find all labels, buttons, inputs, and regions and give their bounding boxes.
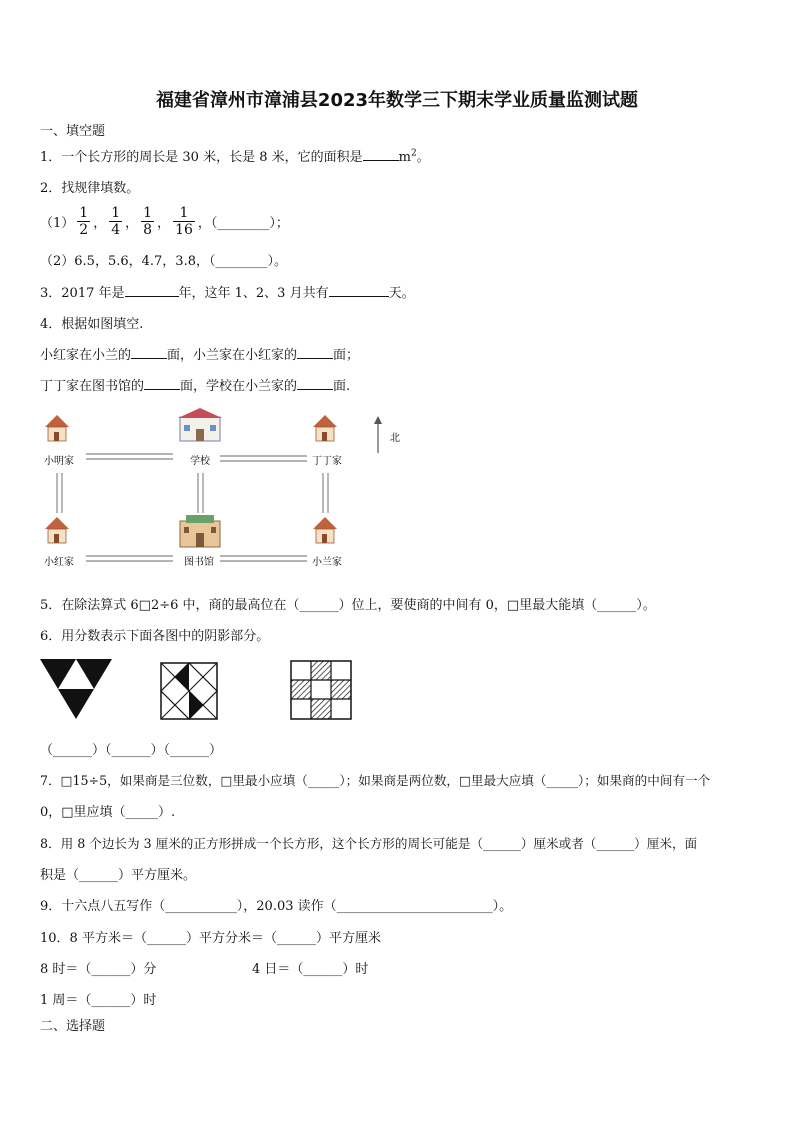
fraction-denominator: 2 — [79, 221, 89, 238]
q7-line-1: 7．□15÷5，如果商是三位数，□里最小应填（_____）；如果商是两位数，□里最大应填（_____）；如果商的中间有一个 — [40, 773, 711, 788]
fraction — [109, 205, 122, 238]
q10-line-1: 10．8 平方米＝（______）平方分米＝（______）平方厘米 — [40, 931, 381, 946]
q4-blank-3[interactable] — [144, 377, 180, 390]
question-3 — [40, 282, 415, 301]
fraction-denominator: 16 — [175, 221, 193, 238]
question-4: 4．根据如图填空. — [40, 317, 144, 332]
section-multiple-choice: 二、选择题 — [40, 1019, 106, 1034]
q10-line-2a: 8 时＝（______）分 — [40, 962, 157, 977]
q1-end: 。 — [416, 150, 430, 165]
q4-l1-text-b: 面，小兰家在小红家的 — [167, 348, 298, 363]
figure-grid — [290, 660, 352, 720]
q10-line-3: 1 周＝（______）时 — [40, 993, 157, 1008]
q4-l2-text-a: 丁丁家在图书馆的 — [40, 379, 145, 394]
library-icon — [180, 515, 220, 547]
house-icon — [313, 415, 337, 441]
q2-line-2: （2）6.5，5.6，4.7，3.8，（________）。 — [40, 254, 287, 269]
q4-l1-text-a: 小红家在小兰的 — [40, 348, 132, 363]
q1-sup: 2 — [410, 148, 417, 159]
q4-l1-text-c: 面； — [333, 348, 360, 363]
section-fill-in: 一、填空题 — [40, 124, 106, 139]
house-icon — [313, 517, 337, 543]
q1-blank[interactable] — [363, 148, 399, 161]
house-icon — [45, 517, 69, 543]
q4-line-1 — [40, 344, 359, 363]
comma: ， — [93, 215, 107, 231]
label-dingding: 丁丁家 — [312, 456, 342, 467]
direction-map — [30, 405, 420, 580]
q7-line-2: 0，□里应填（_____）. — [40, 805, 176, 820]
question-9: 9．十六点八五写作（___________），20.03 读作（________________________）。 — [40, 899, 513, 914]
q3-text-a: 3．2017 年是 — [40, 286, 125, 301]
q2-l1-end: ，（________）； — [197, 215, 289, 231]
label-library: 图书馆 — [184, 557, 214, 568]
figure-square-diamond — [160, 662, 218, 720]
q4-blank-1[interactable] — [131, 346, 167, 359]
fraction — [77, 205, 90, 238]
figure-triangle — [38, 657, 114, 721]
north-label: 北 — [390, 433, 400, 444]
q10-line-2b: 4 日＝（______）时 — [252, 962, 369, 977]
fraction-denominator: 4 — [111, 221, 121, 238]
question-2: 2．找规律填数。 — [40, 181, 140, 196]
comma: ， — [125, 215, 139, 231]
school-icon — [178, 408, 222, 441]
q8-line-2: 积是（______）平方厘米。 — [40, 868, 197, 883]
page-title: 福建省漳州市漳浦县2023年数学三下期末学业质量监测试题 — [155, 90, 639, 111]
q4-line-2 — [40, 375, 350, 394]
q3-blank-1[interactable] — [125, 284, 179, 297]
question-1 — [40, 146, 430, 165]
q8-line-1: 8．用 8 个边长为 3 厘米的正方形拼成一个长方形，这个长方形的周长可能是（______）厘米或者（______）厘米，面 — [40, 836, 698, 851]
label-xiaolan: 小兰家 — [312, 557, 342, 568]
q2-line-1 — [40, 201, 289, 241]
label-school: 学校 — [190, 456, 210, 467]
house-icon — [45, 415, 69, 441]
q1-unit: m — [398, 150, 411, 165]
q4-l2-text-b: 面，学校在小兰家的 — [180, 379, 298, 394]
q3-text-b: 年，这年 1、2、3 月共有 — [178, 286, 329, 301]
fraction-denominator: 8 — [143, 221, 153, 238]
q2-l1-label: （1） — [40, 215, 75, 231]
q6-answers: （______）（______）（______） — [40, 743, 223, 758]
question-6: 6．用分数表示下面各图中的阴影部分。 — [40, 629, 270, 644]
q1-text: 1．一个长方形的周长是 30 米，长是 8 米，它的面积是 — [40, 150, 363, 165]
label-xiaoming: 小明家 — [44, 456, 74, 467]
fraction-numerator: 1 — [173, 205, 195, 222]
label-xiaohong: 小红家 — [44, 557, 74, 568]
fraction-numerator: 1 — [143, 204, 153, 221]
question-5: 5．在除法算式 6□2÷6 中，商的最高位在（______）位上，要使商的中间有 0，□里最大能填（______）。 — [40, 598, 656, 613]
q3-blank-2[interactable] — [329, 284, 389, 297]
q3-text-c: 天。 — [388, 286, 415, 301]
q4-l2-text-c: 面. — [333, 379, 351, 394]
q4-blank-4[interactable] — [297, 377, 333, 390]
fraction-numerator: 1 — [79, 204, 89, 221]
fraction — [141, 205, 154, 238]
comma: ， — [157, 215, 171, 231]
fraction-numerator: 1 — [111, 204, 121, 221]
fraction — [173, 205, 195, 238]
north-arrow-icon — [374, 416, 382, 453]
q4-blank-2[interactable] — [297, 346, 333, 359]
